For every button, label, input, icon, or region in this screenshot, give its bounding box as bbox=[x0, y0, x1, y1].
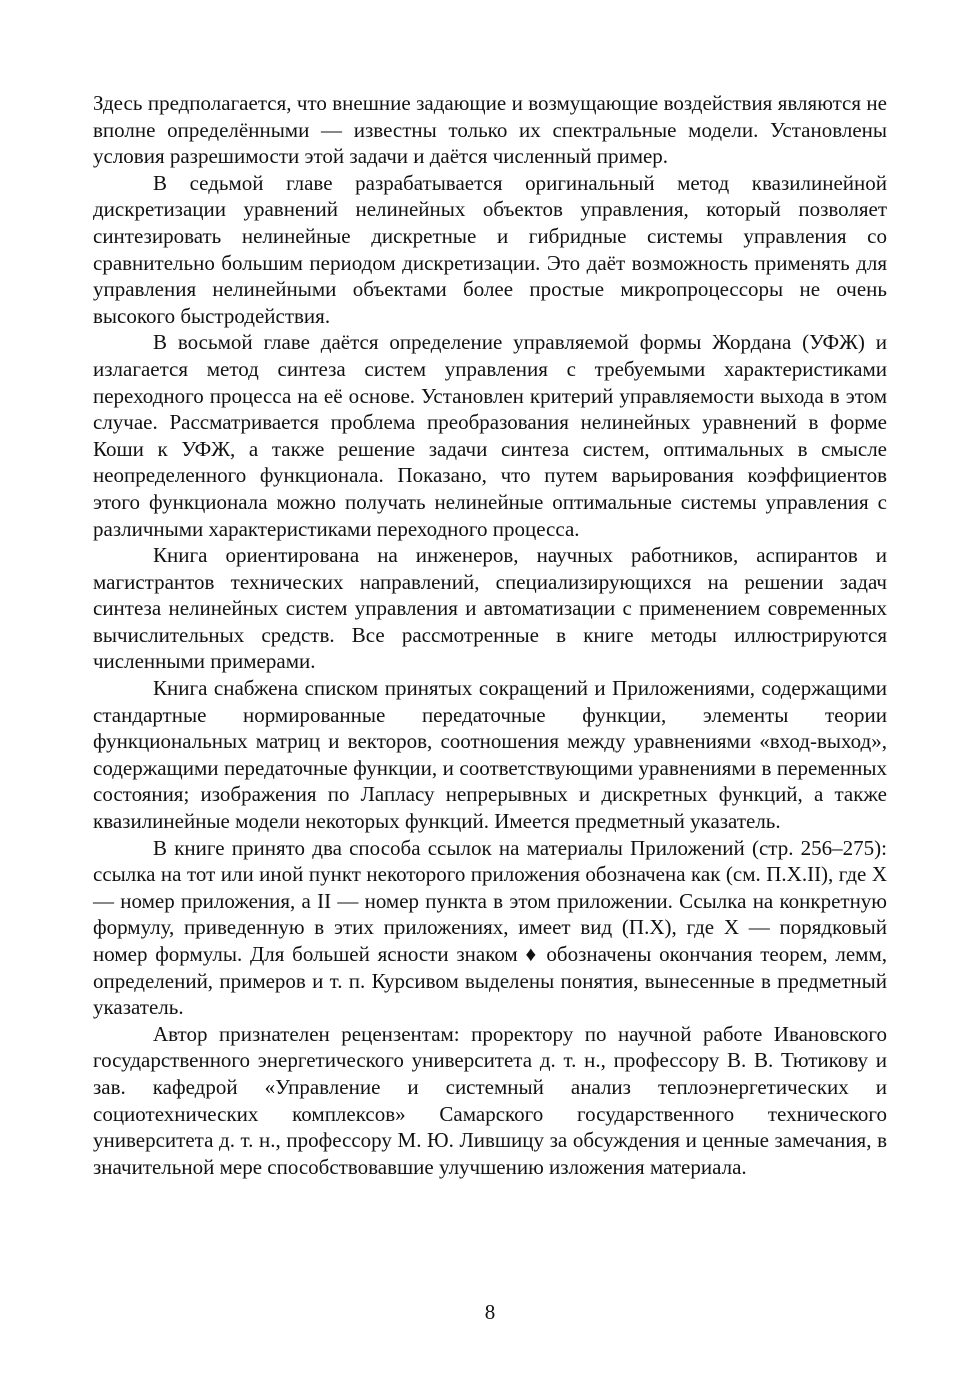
paragraph-references: В книге принято два способа ссылок на материалы Приложений (стр. 256–275): ссылка на тот или иной пункт некоторого приложения обозначена как (см. П.X.II), где X — номер приложения, а II — номер пункта в этом приложении. Ссылка на конкретную формулу, приведенную в этих приложениях, имеет вид (П.X), где X — порядковый номер формулы. Для большей ясности знаком ♦ обозначены окончания теорем, лемм, определений, примеров и т. п. Курсивом выделены понятия, вынесенные в предметный указатель. bbox=[93, 835, 887, 1020]
paragraph-acknowledgements: Автор признателен рецензентам: проректору по научной работе Ивановского государственного энергетического университета д. т. н., профессору В. В. Тютикову и зав. кафедрой «Управление и системный анализ теплоэнергетических и социотехнических комплексов» Самарского государственного технического университета д. т. н., профессору М. Ю. Лившицу за обсуждения и ценные замечания, в значительной мере способствовавшие улучшению изложения материала. bbox=[93, 1021, 887, 1179]
paragraph-continuation: Здесь предполагается, что внешние задающие и возмущающие воздействия являются не вполне определёнными — известны только их спектральные модели. Установлены условия разрешимости этой задачи и даётся численный пример. bbox=[93, 91, 887, 169]
paragraph-chapter-eight: В восьмой главе даётся определение управляемой формы Жордана (УФЖ) и излагается метод синтеза систем управления с требуемыми характеристиками переходного процесса на её основе. Установлен критерий управляемости выхода в этом случае. Рассматривается проблема преобразования нелинейных уравнений в форме Коши к УФЖ, а также решение задачи синтеза систем, оптимальных в смысле неопределенного функционала. Показано, что путем варьирования коэффициентов этого функционала можно получать нелинейные оптимальные системы управления с различными характеристиками переходного процесса. bbox=[93, 330, 887, 541]
paragraph-audience: Книга ориентирована на инженеров, научных работников, аспирантов и магистрантов технических направлений, специализирующихся на решении задач синтеза нелинейных систем управления и автоматизации с применением современных вычислительных средств. Все рассмотренные в книге методы иллюстрируются численными примерами. bbox=[93, 543, 887, 674]
paragraph-chapter-seven: В седьмой главе разрабатывается оригинальный метод квазилинейной дискретизации уравнений нелинейных объектов управления, который позволяет синтезировать нелинейные дискретные и гибридные системы управления со сравнительно большим периодом дискретизации. Это даёт возможность применять для управления нелинейными объектами более простые микропроцессоры не очень высокого быстродействия. bbox=[93, 170, 887, 328]
page-number: 8 bbox=[484, 1300, 496, 1324]
page-body bbox=[93, 90, 887, 1180]
paragraph-appendices: Книга снабжена списком принятых сокращений и Приложениями, содержащими стандартные нормированные передаточные функции, элементы теории функциональных матриц и векторов, соотношения между уравнениями «вход-выход», содержащими передаточные функции, и соответствующими уравнениями в переменных состояния; изображения по Лапласу непрерывных и дискретных функций, а также квазилинейные модели некоторых функций. Имеется предметный указатель. bbox=[93, 676, 887, 834]
